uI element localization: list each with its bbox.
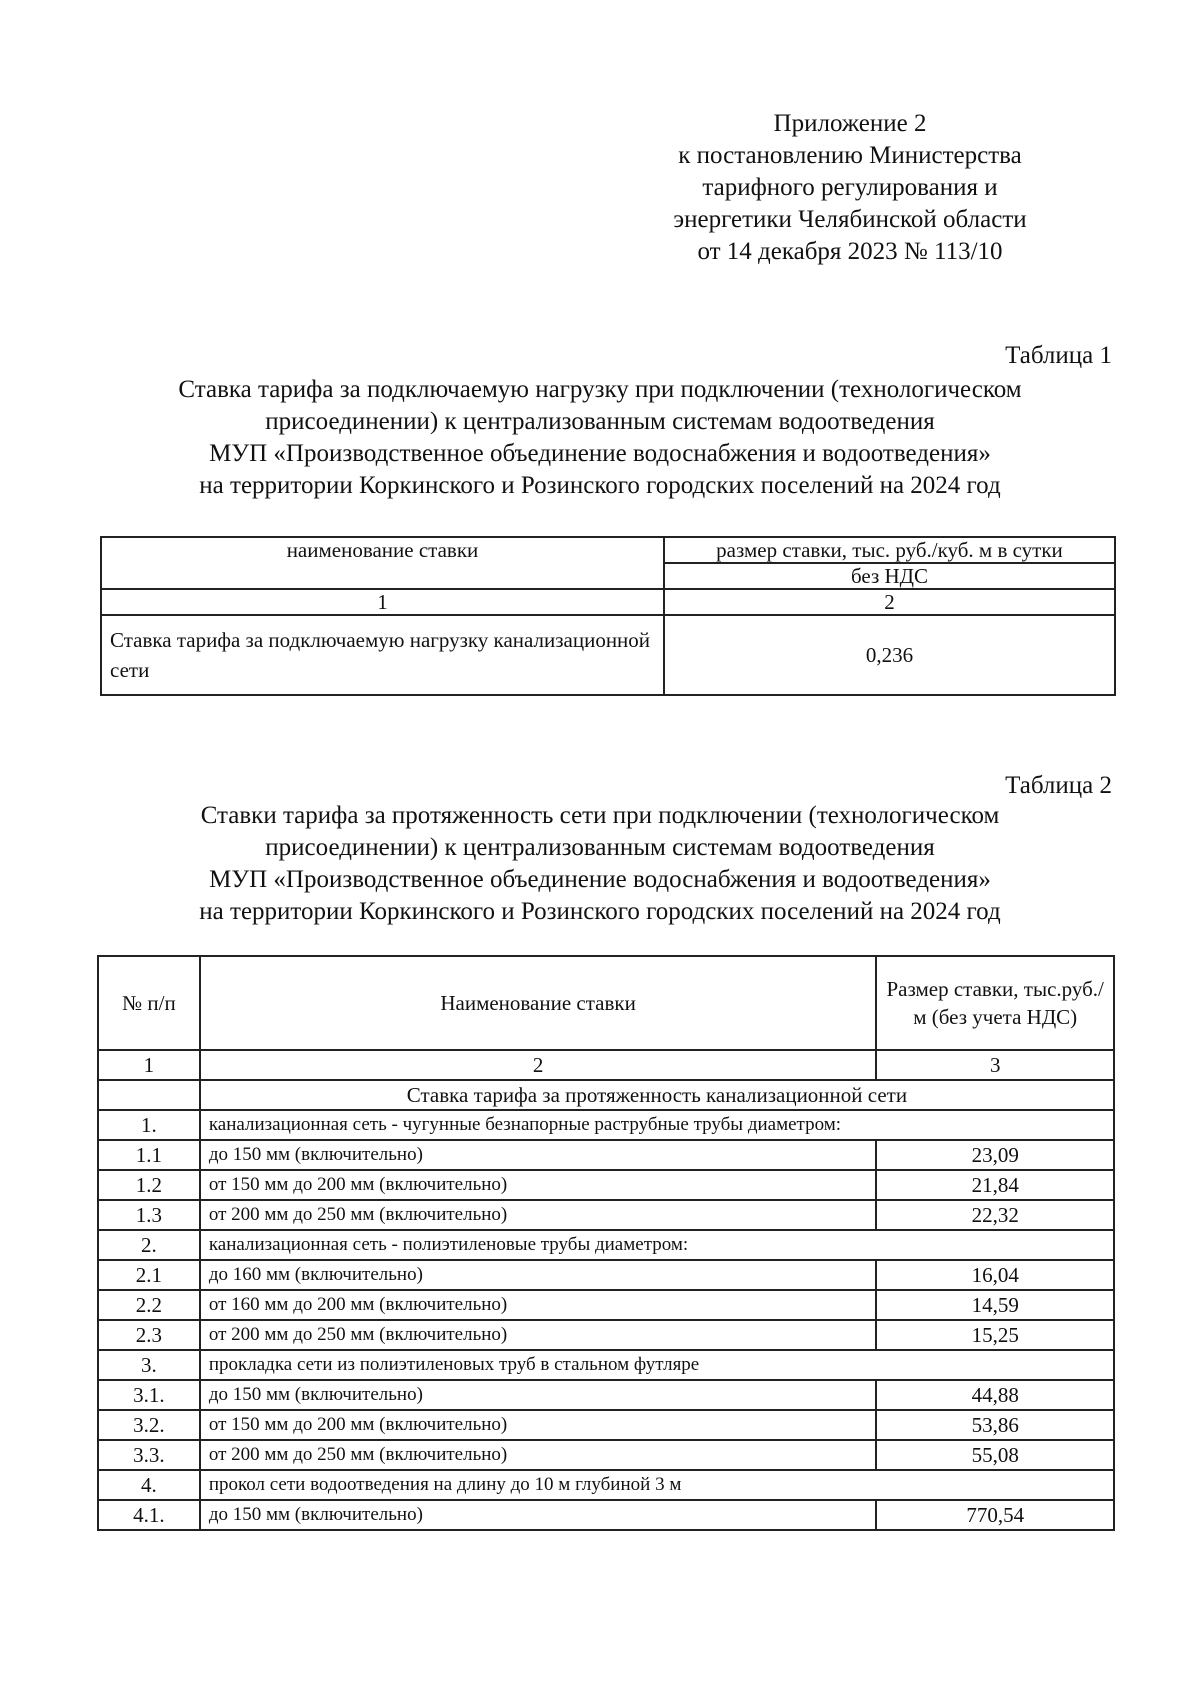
table-row (98, 1350, 1114, 1380)
table-row (98, 1470, 1114, 1500)
table2-body (98, 1110, 1114, 1530)
row-value: 55,08 (876, 1440, 1114, 1470)
table1-colnum: 1 (101, 589, 664, 615)
row-name: от 160 мм до 200 мм (включительно) (200, 1290, 877, 1320)
row-number: 3.3. (98, 1440, 200, 1470)
table2-header-value: Размер ставки, тыс.руб./м (без учета НДС) (876, 956, 1114, 1050)
appendix-line: от 14 декабря 2023 № 113/10 (697, 238, 1003, 265)
table1-header-value-sub: без НДС (664, 563, 1115, 589)
table-row (101, 589, 1115, 615)
table2-title-line: на территории Коркинского и Розинского городских поселений на 2024 год (199, 898, 1001, 925)
row-value: 15,25 (876, 1320, 1114, 1350)
table-row (98, 1170, 1114, 1200)
row-number: 3.2. (98, 1410, 200, 1440)
appendix-line: к постановлению Министерства (678, 142, 1022, 169)
table2-header-name: Наименование ставки (200, 956, 877, 1050)
table-row (98, 1410, 1114, 1440)
row-number: 1.1 (98, 1140, 200, 1170)
row-number: 2.3 (98, 1320, 200, 1350)
row-name: от 200 мм до 250 мм (включительно) (200, 1320, 877, 1350)
table2-colnum: 2 (200, 1050, 877, 1080)
appendix-line: энергетики Челябинской области (673, 206, 1027, 233)
table1-label: Таблица 1 (1005, 342, 1112, 369)
row-name: от 150 мм до 200 мм (включительно) (200, 1410, 877, 1440)
table1-title-line: на территории Коркинского и Розинского городских поселений на 2024 год (199, 472, 1001, 499)
row-name: канализационная сеть - чугунные безнапорные раструбные трубы диаметром: (200, 1110, 1114, 1140)
row-name: до 150 мм (включительно) (200, 1380, 877, 1410)
appendix-header (600, 108, 1100, 268)
table2-title (50, 800, 1150, 928)
row-number: 4.1. (98, 1500, 200, 1530)
row-name: до 160 мм (включительно) (200, 1260, 877, 1290)
table1-row-name: Ставка тарифа за подключаемую нагрузку канализационной сети (101, 615, 664, 695)
row-name: от 200 мм до 250 мм (включительно) (200, 1200, 877, 1230)
row-value: 22,32 (876, 1200, 1114, 1230)
row-number: 1. (98, 1110, 200, 1140)
row-name: до 150 мм (включительно) (200, 1500, 877, 1530)
table-row (98, 1230, 1114, 1260)
table1-title-line: Ставка тарифа за подключаемую нагрузку при подключении (технологическом (178, 376, 1022, 403)
appendix-line: тарифного регулирования и (702, 174, 998, 201)
table-row (98, 1260, 1114, 1290)
row-name: от 200 мм до 250 мм (включительно) (200, 1440, 877, 1470)
row-number: 2.1 (98, 1260, 200, 1290)
table2-title-line: присоединении) к централизованным системам водоотведения (265, 834, 935, 861)
table1-header-value: размер ставки, тыс. руб./куб. м в сутки (664, 537, 1115, 563)
row-number: 3. (98, 1350, 200, 1380)
table2 (97, 955, 1115, 1531)
row-number: 3.1. (98, 1380, 200, 1410)
table1-title-line: присоединении) к централизованным системам водоотведения (265, 408, 935, 435)
table-row (98, 1110, 1114, 1140)
table-row (98, 1290, 1114, 1320)
table-row (98, 1440, 1114, 1470)
row-value: 14,59 (876, 1290, 1114, 1320)
row-name: до 150 мм (включительно) (200, 1140, 877, 1170)
empty-cell (98, 1080, 200, 1110)
table-row (98, 956, 1114, 1050)
table1-header-name: наименование ставки (101, 537, 664, 589)
row-number: 2.2 (98, 1290, 200, 1320)
table-row (98, 1050, 1114, 1080)
table2-title-line: Ставки тарифа за протяженность сети при подключении (технологическом (200, 802, 1000, 829)
table1-title (50, 374, 1150, 502)
table-row (98, 1080, 1114, 1110)
table-row (98, 1380, 1114, 1410)
row-name: прокол сети водоотведения на длину до 10 м глубиной 3 м (200, 1470, 1114, 1500)
row-value: 770,54 (876, 1500, 1114, 1530)
table2-label: Таблица 2 (1005, 772, 1112, 799)
table2-section-title: Ставка тарифа за протяженность канализационной сети (200, 1080, 1114, 1110)
row-number: 2. (98, 1230, 200, 1260)
table2-header-num: № п/п (98, 956, 200, 1050)
table-row (98, 1200, 1114, 1230)
row-value: 16,04 (876, 1260, 1114, 1290)
table-row (101, 537, 1115, 563)
row-name: от 150 мм до 200 мм (включительно) (200, 1170, 877, 1200)
table-row (98, 1140, 1114, 1170)
table1 (100, 536, 1116, 696)
row-value: 53,86 (876, 1410, 1114, 1440)
table-row (98, 1320, 1114, 1350)
row-name: канализационная сеть - полиэтиленовые трубы диаметром: (200, 1230, 1114, 1260)
table-row (98, 1500, 1114, 1530)
table2-colnum: 1 (98, 1050, 200, 1080)
row-name: прокладка сети из полиэтиленовых труб в стальном футляре (200, 1350, 1114, 1380)
table1-colnum: 2 (664, 589, 1115, 615)
appendix-line: Приложение 2 (773, 110, 927, 137)
row-number: 1.2 (98, 1170, 200, 1200)
row-value: 23,09 (876, 1140, 1114, 1170)
table1-title-line: МУП «Производственное объединение водоснабжения и водоотведения» (209, 440, 991, 467)
row-value: 44,88 (876, 1380, 1114, 1410)
row-number: 1.3 (98, 1200, 200, 1230)
table2-colnum: 3 (876, 1050, 1114, 1080)
table-row (101, 615, 1115, 695)
table2-title-line: МУП «Производственное объединение водоснабжения и водоотведения» (209, 866, 991, 893)
row-number: 4. (98, 1470, 200, 1500)
row-value: 21,84 (876, 1170, 1114, 1200)
table1-row-value: 0,236 (664, 615, 1115, 695)
